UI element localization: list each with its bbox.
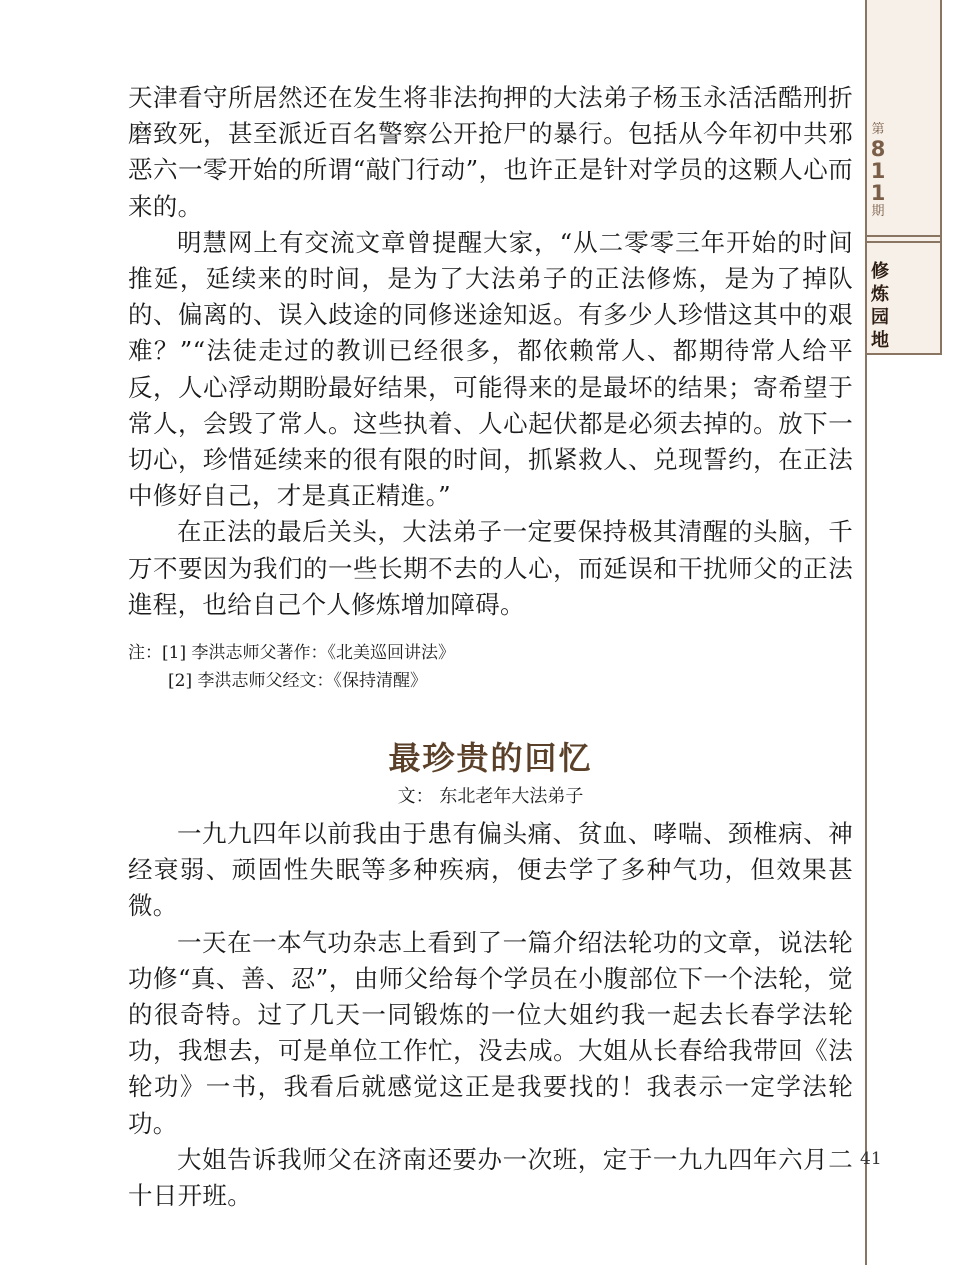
body-paragraph: 一天在一本气功杂志上看到了一篇介绍法轮功的文章，说法轮功修“真、善、忍”，由师父给每个学员在小腹部位下一个法轮，觉的很奇特。过了几天一同锻炼的一位大姐约我一起去长春学法轮功，我想去，可是单位工作忙，没去成。大姐从长春给我带回《法轮功》一书，我看后就感觉这正是我要找的！我表示一定学法轮功。 (128, 927, 853, 1138)
body-paragraph: 明慧网上有交流文章曾提醒大家，“从二零零三年开始的时间推延，延续来的时间，是为了大法弟子的正法修炼，是为了掉队的、偏离的、误入歧途的同修迷途知返。有多少人珍惜这其中的艰难？”“法徒走过的教训已经很多，都依赖常人、都期待常人给平反，人心浮动期盼最好结果，可能得来的是最坏的结果；寄希望于常人，会毁了常人。这些执着、人心起伏都是必须去掉的。放下一切心，珍惜延续来的很有限的时间，抓紧救人、兑现誓约，在正法中修好自己，才是真正精進。” (128, 227, 853, 511)
issue-prefix: 第 (871, 122, 885, 137)
article-title: 最珍贵的回忆 (388, 739, 593, 778)
section-char: 炼 (871, 284, 889, 305)
body-paragraph: 天津看守所居然还在发生将非法拘押的大法弟子杨玉永活活酷刑折磨致死，甚至派近百名警察公开抢尸的暴行。包括从今年初中共邪恶六一零开始的所谓“敲门行动”，也许正是针对学员的这颗人心而来的。 (128, 83, 853, 221)
body-paragraph: 在正法的最后关头，大法弟子一定要保持极其清醒的头脑，千万不要因为我们的一些长期不去的人心，而延误和干扰师父的正法進程，也给自己个人修炼增加障碍。 (128, 517, 853, 619)
divider (866, 235, 940, 237)
issue-suffix: 期 (871, 204, 885, 219)
issue-digit: 1 (870, 181, 886, 205)
issue-number (866, 122, 890, 220)
footnotes (128, 639, 853, 695)
section-char: 园 (871, 307, 889, 328)
page-content (128, 80, 853, 1214)
issue-digit: 8 (870, 137, 886, 161)
section-char: 地 (871, 330, 889, 351)
body-paragraph: 一九九四年以前我由于患有偏头痛、贫血、哮喘、颈椎病、神经衰弱、顽固性失眠等多种疾病，便去学了多种气功，但效果甚微。 (128, 819, 853, 921)
page-number: 41 (860, 1149, 882, 1169)
footnote: 注：[1] 李洪志师父著作：《北美巡回讲法》 (128, 643, 455, 664)
footnote: [2] 李洪志师父经文：《保持清醒》 (168, 671, 427, 692)
issue-digit: 1 (870, 159, 886, 183)
section-char: 修 (871, 261, 889, 282)
body-paragraph: 大姐告诉我师父在济南还要办一次班，定于一九九四年六月二十日开班。 (128, 1144, 853, 1211)
article-byline: 文： 东北老年大法弟子 (397, 786, 584, 808)
divider (866, 241, 940, 243)
section-name (868, 260, 892, 352)
